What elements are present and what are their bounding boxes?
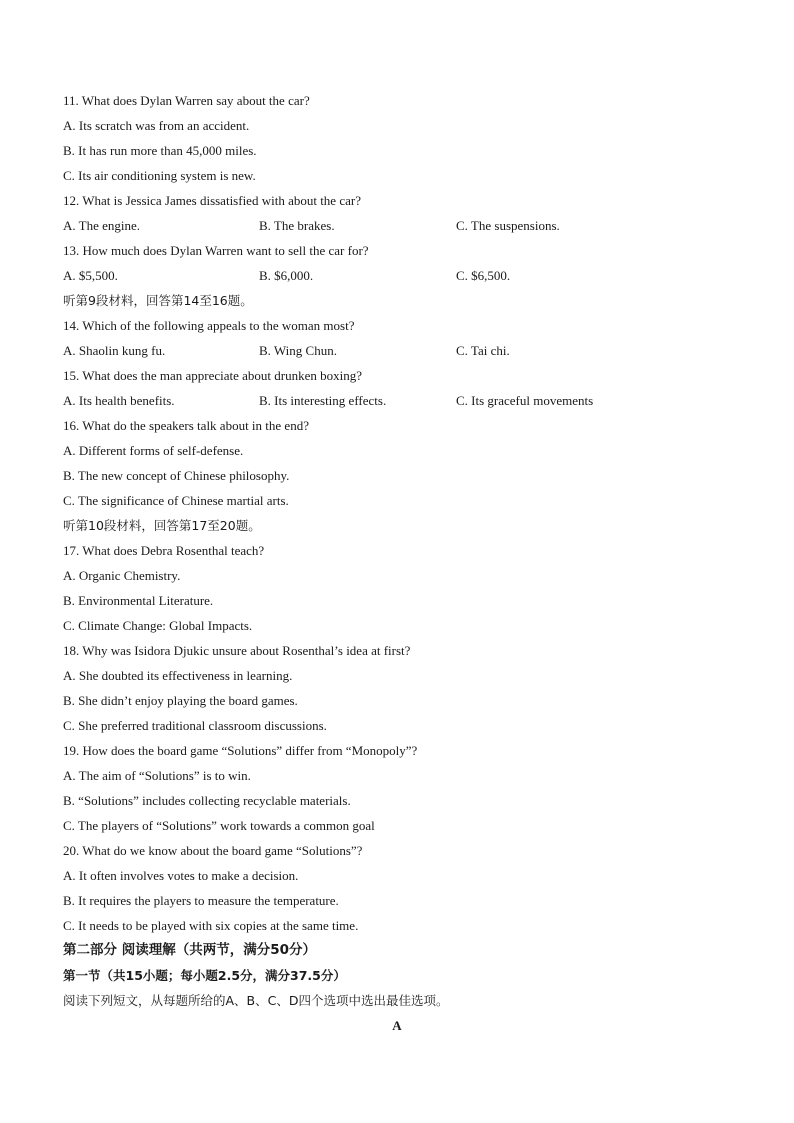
question-18-option-c: C. She preferred traditional classroom discussions. <box>63 718 327 733</box>
question-12-options <box>63 213 743 238</box>
question-15-stem: 15. What does the man appreciate about drunken boxing? <box>63 368 363 383</box>
question-16-option-c: C. The significance of Chinese martial arts. <box>63 493 289 508</box>
question-19-option-a: A. The aim of “Solutions” is to win. <box>63 768 251 783</box>
question-12-stem: 12. What is Jessica James dissatisfied with about the car? <box>63 193 361 208</box>
question-11-option-a: A. Its scratch was from an accident. <box>63 118 250 133</box>
question-16-stem: 16. What do the speakers talk about in the end? <box>63 418 309 433</box>
question-16-option-b: B. The new concept of Chinese philosophy. <box>63 468 290 483</box>
question-15-option-c: C. Its graceful movements <box>456 393 594 408</box>
question-15-option-a: A. Its health benefits. <box>63 393 175 408</box>
part-two-heading: 第二部分 阅读理解（共两节，满分50分） <box>63 942 316 958</box>
question-17-option-c: C. Climate Change: Global Impacts. <box>63 618 253 633</box>
question-19-option-b: B. “Solutions” includes collecting recyclable materials. <box>63 793 351 808</box>
question-19-option-c: C. The players of “Solutions” work towards a common goal <box>63 818 375 833</box>
question-11-option-b: B. It has run more than 45,000 miles. <box>63 143 257 158</box>
question-14-option-a: A. Shaolin kung fu. <box>63 343 166 358</box>
question-18-option-b: B. She didn’t enjoy playing the board games. <box>63 693 298 708</box>
question-20-option-c: C. It needs to be played with six copies at the same time. <box>63 918 359 933</box>
question-12-option-b: B. The brakes. <box>259 218 335 233</box>
question-20-stem: 20. What do we know about the board game “Solutions”? <box>63 843 363 858</box>
question-11-stem: 11. What does Dylan Warren say about the car? <box>63 93 310 108</box>
question-20-option-b: B. It requires the players to measure the temperature. <box>63 893 339 908</box>
question-14-options <box>63 338 743 363</box>
question-16-option-a: A. Different forms of self-defense. <box>63 443 244 458</box>
question-17-stem: 17. What does Debra Rosenthal teach? <box>63 543 265 558</box>
question-13-option-b: B. $6,000. <box>259 268 314 283</box>
question-13-options <box>63 263 743 288</box>
question-14-option-b: B. Wing Chun. <box>259 343 337 358</box>
listening-instruction-10: 听第10段材料，回答第17至20题。 <box>63 518 261 533</box>
question-18-stem: 18. Why was Isidora Djukic unsure about Rosenthal’s idea at first? <box>63 643 411 658</box>
reading-instruction: 阅读下列短文，从每题所给的A、B、C、D四个选项中选出最佳选项。 <box>63 993 449 1008</box>
passage-label: A <box>392 1018 402 1033</box>
question-18-option-a: A. She doubted its effectiveness in learning. <box>63 668 293 683</box>
question-12-option-a: A. The engine. <box>63 218 141 233</box>
question-15-option-b: B. Its interesting effects. <box>259 393 387 408</box>
exam-page <box>63 88 743 1038</box>
listening-instruction-9: 听第9段材料，回答第14至16题。 <box>63 293 253 308</box>
section-one-heading: 第一节（共15小题；每小题2.5分，满分37.5分） <box>63 968 346 983</box>
question-13-option-a: A. $5,500. <box>63 268 118 283</box>
question-11-option-c: C. Its air conditioning system is new. <box>63 168 256 183</box>
question-13-option-c: C. $6,500. <box>456 268 511 283</box>
question-17-option-b: B. Environmental Literature. <box>63 593 214 608</box>
question-19-stem: 19. How does the board game “Solutions” differ from “Monopoly”? <box>63 743 418 758</box>
question-15-options <box>63 388 743 413</box>
question-20-option-a: A. It often involves votes to make a decision. <box>63 868 299 883</box>
question-17-option-a: A. Organic Chemistry. <box>63 568 181 583</box>
question-12-option-c: C. The suspensions. <box>456 218 560 233</box>
question-13-stem: 13. How much does Dylan Warren want to sell the car for? <box>63 243 369 258</box>
question-14-stem: 14. Which of the following appeals to the woman most? <box>63 318 355 333</box>
question-14-option-c: C. Tai chi. <box>456 343 510 358</box>
